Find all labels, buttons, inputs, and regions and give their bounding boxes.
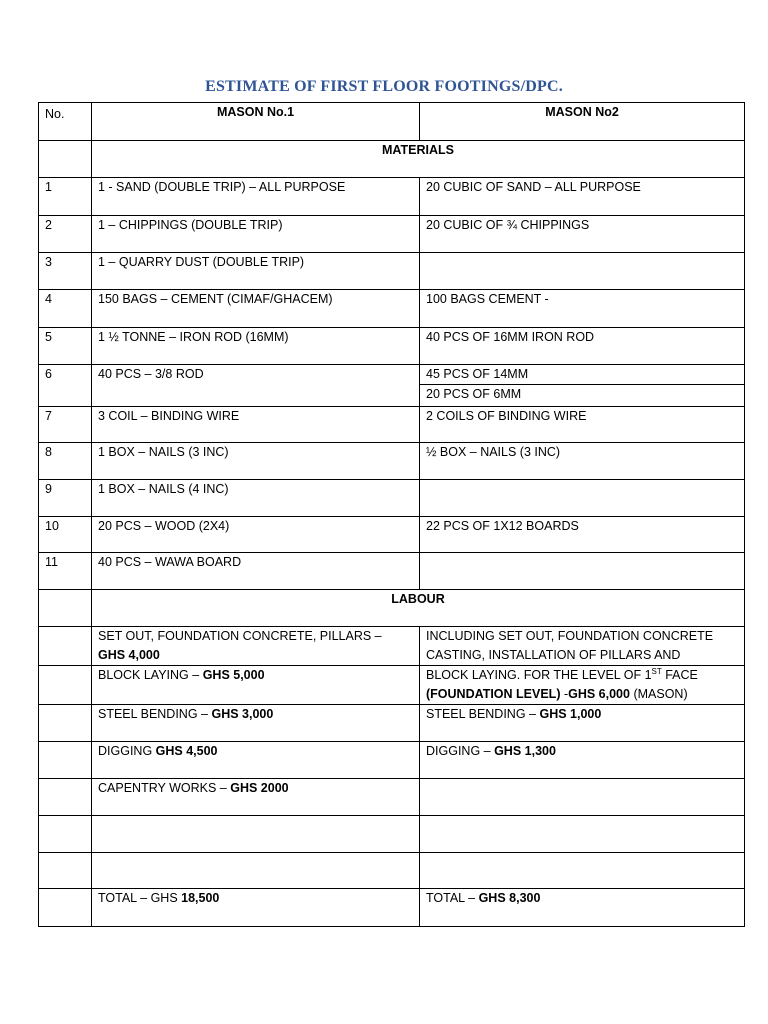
labour-row xyxy=(39,666,745,705)
labour-row xyxy=(39,705,745,742)
table-row xyxy=(39,216,745,253)
estimate-table xyxy=(38,102,745,927)
row-number: 7 xyxy=(39,407,92,443)
table-row xyxy=(39,480,745,517)
empty-cell xyxy=(39,742,92,779)
mason-2-labour xyxy=(420,627,745,666)
mason-2-item xyxy=(420,553,745,590)
mason-note: (MASON) xyxy=(629,687,688,701)
mason-2-item xyxy=(420,253,745,290)
labour-amount: GHS 1,300 xyxy=(494,744,556,758)
labour-amount: GHS 3,000 xyxy=(211,707,274,721)
labour-description: SET OUT, FOUNDATION CONCRETE, PILLARS – xyxy=(98,629,382,643)
foundation-level-label: (FOUNDATION LEVEL) xyxy=(426,687,561,701)
row-number: 6 xyxy=(39,365,92,407)
section-row-labour xyxy=(39,590,745,627)
empty-cell xyxy=(92,816,420,853)
header-row xyxy=(39,103,745,141)
empty-cell xyxy=(39,779,92,816)
mason-2-item xyxy=(420,365,745,407)
mason-2-labour xyxy=(420,779,745,816)
header-mason-1: MASON No.1 xyxy=(92,103,420,141)
row-number: 4 xyxy=(39,290,92,328)
mason-2-item-line: 20 PCS OF 6MM xyxy=(420,384,744,404)
labour-description: DIGGING xyxy=(98,744,153,758)
mason-1-item: 150 BAGS – CEMENT (CIMAF/GHACEM) xyxy=(92,290,420,328)
row-number: 5 xyxy=(39,328,92,365)
empty-cell xyxy=(39,590,92,627)
mason-1-item: 20 PCS – WOOD (2X4) xyxy=(92,517,420,553)
table-row xyxy=(39,178,745,216)
mason-2-labour xyxy=(420,705,745,742)
mason-2-total xyxy=(420,889,745,927)
row-number: 10 xyxy=(39,517,92,553)
labour-amount: GHS 5,000 xyxy=(202,668,265,682)
total-amount: GHS 8,300 xyxy=(478,891,541,905)
empty-cell xyxy=(92,853,420,889)
mason-1-labour xyxy=(92,779,420,816)
section-row-materials xyxy=(39,141,745,178)
labour-amount: GHS 4,500 xyxy=(155,744,218,758)
document-title: ESTIMATE OF FIRST FLOOR FOOTINGS/DPC. xyxy=(205,78,563,95)
row-number: 2 xyxy=(39,216,92,253)
mason-1-item: 40 PCS – WAWA BOARD xyxy=(92,553,420,590)
total-label: TOTAL – GHS xyxy=(98,891,178,905)
header-no: No. xyxy=(39,103,92,141)
mason-2-item xyxy=(420,480,745,517)
labour-description-text: BLOCK LAYING. FOR THE LEVEL OF 1 xyxy=(426,668,652,682)
labour-description: CAPENTRY WORKS – xyxy=(98,781,227,795)
mason-1-item: 1 – QUARRY DUST (DOUBLE TRIP) xyxy=(92,253,420,290)
mason-2-item: 20 CUBIC OF SAND – ALL PURPOSE xyxy=(420,178,745,216)
labour-row xyxy=(39,742,745,779)
table-row xyxy=(39,517,745,553)
mason-2-item: 2 COILS OF BINDING WIRE xyxy=(420,407,745,443)
labour-amount: GHS 2000 xyxy=(230,781,289,795)
total-row xyxy=(39,889,745,927)
table-row xyxy=(39,253,745,290)
empty-cell xyxy=(39,816,92,853)
mason-1-item: 3 COIL – BINDING WIRE xyxy=(92,407,420,443)
table-row xyxy=(39,365,745,407)
labour-amount: GHS 1,000 xyxy=(539,707,602,721)
labour-description: CASTING, INSTALLATION OF PILLARS AND xyxy=(426,648,681,662)
total-label: TOTAL – xyxy=(426,891,476,905)
row-number: 8 xyxy=(39,443,92,480)
empty-cell xyxy=(39,666,92,705)
labour-description: BLOCK LAYING – xyxy=(98,668,200,682)
table-row xyxy=(39,407,745,443)
labour-description-text: FACE xyxy=(661,668,698,682)
table-row xyxy=(39,443,745,480)
labour-amount: GHS 6,000 xyxy=(568,687,630,701)
empty-cell xyxy=(420,853,745,889)
mason-1-item: 1 - SAND (DOUBLE TRIP) – ALL PURPOSE xyxy=(92,178,420,216)
row-number: 9 xyxy=(39,480,92,517)
mason-2-item: 100 BAGS CEMENT - xyxy=(420,290,745,328)
mason-2-item: ½ BOX – NAILS (3 INC) xyxy=(420,443,745,480)
header-mason-2: MASON No2 xyxy=(420,103,745,141)
mason-1-labour xyxy=(92,627,420,666)
labour-row xyxy=(39,627,745,666)
mason-2-item-line: 45 PCS OF 14MM xyxy=(426,367,529,381)
mason-2-item: 40 PCS OF 16MM IRON ROD xyxy=(420,328,745,365)
mason-1-item: 1 BOX – NAILS (3 INC) xyxy=(92,443,420,480)
labour-amount: GHS 4,000 xyxy=(98,648,160,662)
empty-row xyxy=(39,816,745,853)
labour-description: DIGGING – xyxy=(426,744,491,758)
separator-text: - xyxy=(560,687,569,701)
labour-description xyxy=(426,666,738,685)
section-title-materials: MATERIALS xyxy=(92,141,745,178)
empty-cell xyxy=(39,705,92,742)
mason-2-labour xyxy=(420,742,745,779)
mason-1-labour xyxy=(92,705,420,742)
mason-1-item: 40 PCS – 3/8 ROD xyxy=(92,365,420,407)
row-number: 3 xyxy=(39,253,92,290)
empty-cell xyxy=(39,627,92,666)
row-number: 11 xyxy=(39,553,92,590)
table-row xyxy=(39,290,745,328)
mason-1-total xyxy=(92,889,420,927)
section-title-labour: LABOUR xyxy=(92,590,745,627)
labour-description: STEEL BENDING – xyxy=(426,707,536,721)
mason-2-item: 22 PCS OF 1X12 BOARDS xyxy=(420,517,745,553)
empty-cell xyxy=(420,816,745,853)
labour-description xyxy=(426,685,738,704)
total-amount: 18,500 xyxy=(181,891,220,905)
labour-row xyxy=(39,779,745,816)
table-row xyxy=(39,328,745,365)
labour-description: STEEL BENDING – xyxy=(98,707,208,721)
mason-1-labour xyxy=(92,742,420,779)
mason-1-item: 1 ½ TONNE – IRON ROD (16MM) xyxy=(92,328,420,365)
ordinal-suffix: ST xyxy=(651,666,662,676)
labour-description: INCLUDING SET OUT, FOUNDATION CONCRETE xyxy=(426,629,714,643)
mason-2-labour xyxy=(420,666,745,705)
empty-row xyxy=(39,853,745,889)
table-row xyxy=(39,553,745,590)
empty-cell xyxy=(39,853,92,889)
mason-2-item: 20 CUBIC OF ¾ CHIPPINGS xyxy=(420,216,745,253)
mason-1-labour xyxy=(92,666,420,705)
mason-1-item: 1 – CHIPPINGS (DOUBLE TRIP) xyxy=(92,216,420,253)
row-number: 1 xyxy=(39,178,92,216)
empty-cell xyxy=(39,141,92,178)
empty-cell xyxy=(39,889,92,927)
mason-1-item: 1 BOX – NAILS (4 INC) xyxy=(92,480,420,517)
